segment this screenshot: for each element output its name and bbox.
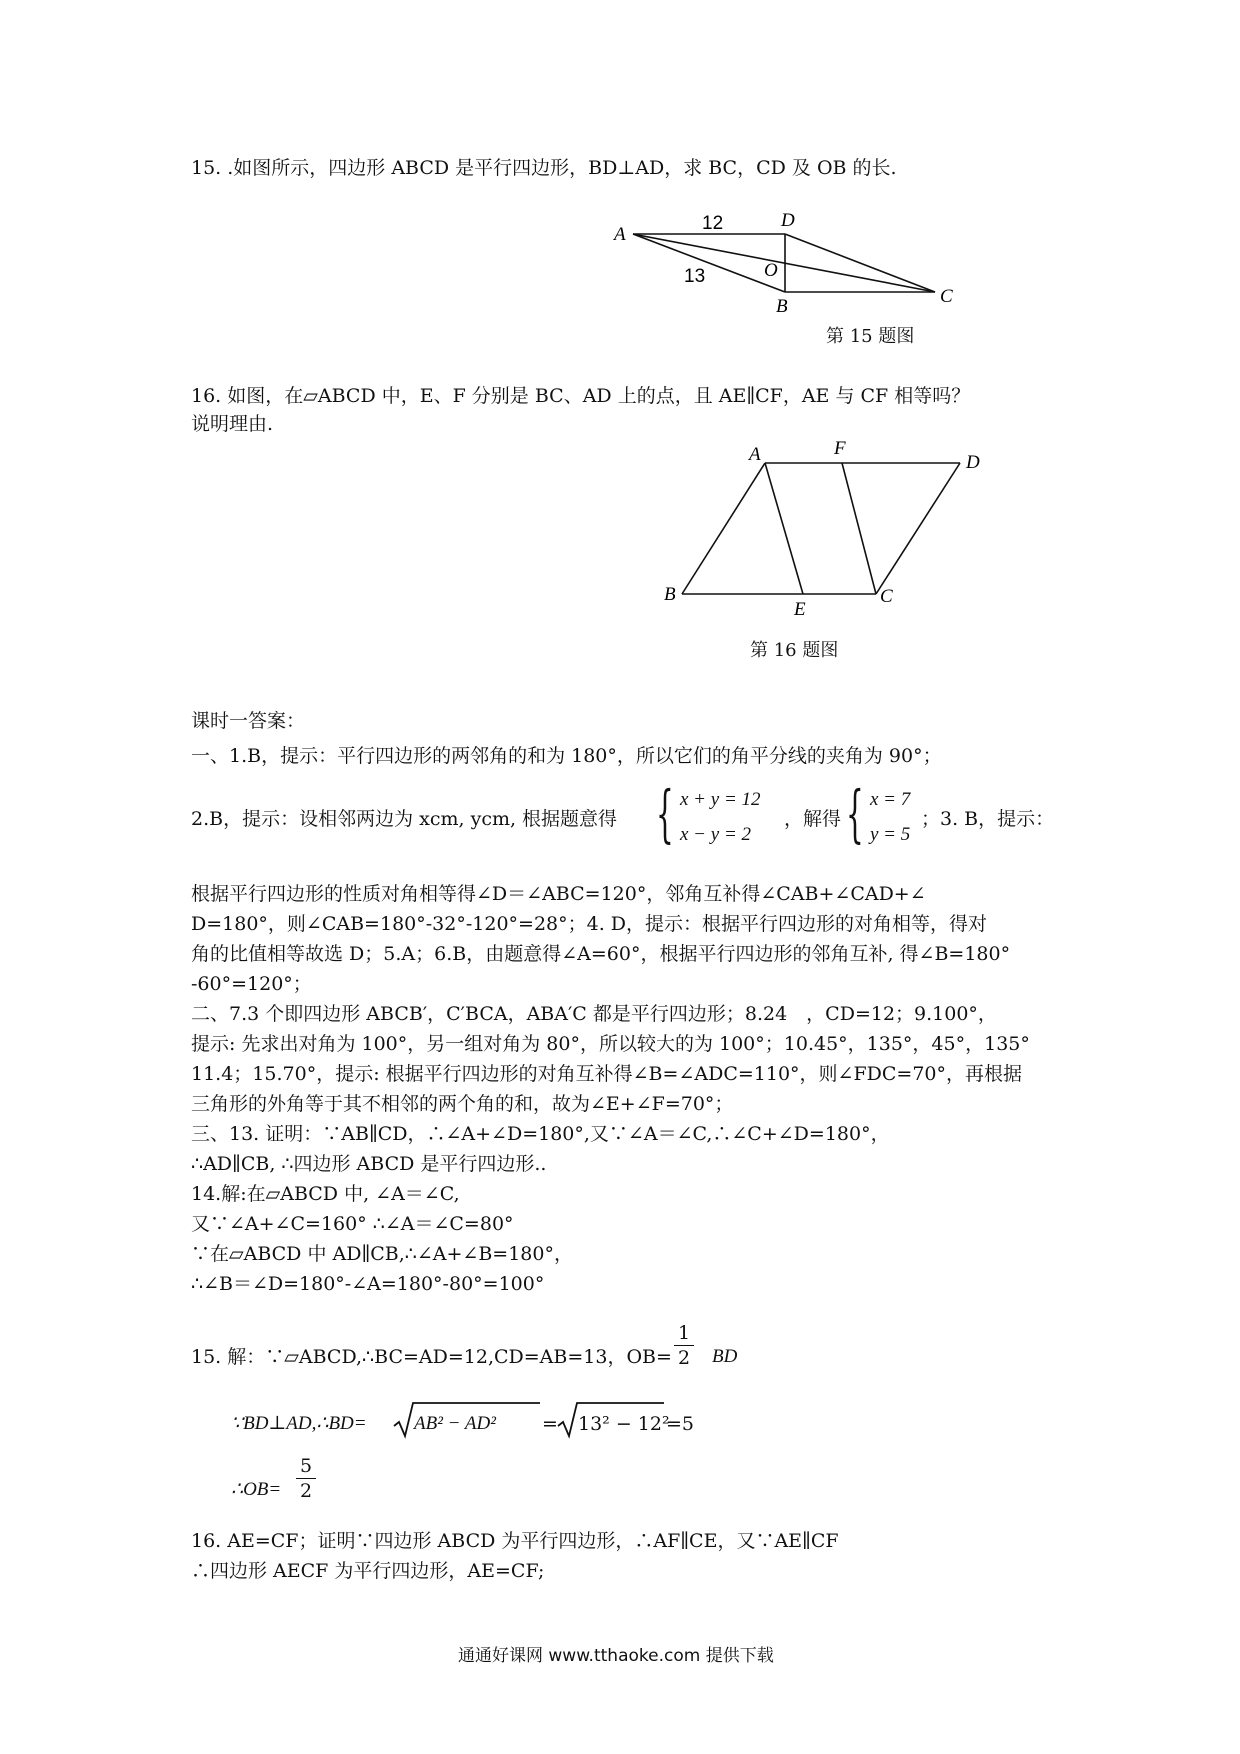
brace-system-1: {	[656, 777, 674, 850]
seg-ba	[682, 463, 765, 594]
label-c: C	[940, 286, 953, 307]
fraction-numerator: 1	[677, 1322, 691, 1344]
system-2-eq1: x = 7	[870, 789, 911, 810]
label-d: D	[781, 210, 795, 231]
solution-15-result: =5	[666, 1413, 695, 1435]
label-e: E	[794, 599, 806, 620]
system-2-eq2: y = 5	[870, 824, 911, 845]
answer-line-1: 一、1.B，提示：平行四边形的两邻角的和为 180°，所以它们的角平分线的夹角为 90°；	[191, 745, 942, 767]
label-o: O	[764, 260, 778, 281]
answer-line-12: ∴AD∥CB, ∴四边形 ABCD 是平行四边形..	[191, 1153, 547, 1175]
answer-line-2a: 2.B，提示：设相邻两边为 xcm, ycm, 根据题意得	[191, 808, 618, 830]
label-b: B	[776, 296, 788, 317]
solution-15-bd: BD	[712, 1346, 738, 1367]
answer-line-2b: ，解得	[784, 808, 842, 830]
q16-line2: 说明理由.	[191, 413, 274, 435]
seg-ae	[765, 463, 803, 594]
fraction-denominator: 2	[677, 1347, 691, 1369]
q16-figure	[650, 430, 990, 630]
answer-line-7: 二、7.3 个即四边形 ABCB′，C′BCA，ABA′C 都是平行四边形；8.24 ，CD=12；9.100°，	[191, 1003, 997, 1025]
system-1-eq2: x − y = 2	[680, 824, 752, 845]
solution-16-line-2: ∴四边形 AECF 为平行四边形，AE=CF;	[191, 1560, 545, 1582]
answer-line-4: D=180°，则∠CAB=180°-32°-120°=28°；4. D，提示：根据平行四边形的对角相等，得对	[191, 913, 988, 935]
answer-line-3: 根据平行四边形的性质对角相等得∠D＝∠ABC=120°，邻角互补得∠CAB+∠CAD+∠	[191, 883, 926, 905]
brace-system-2: {	[846, 777, 864, 850]
length-ad: 12	[702, 213, 724, 234]
solution-15-line-1: 15. 解：∵▱ABCD,∴BC=AD=12,CD=AB=13，OB=	[191, 1346, 672, 1368]
label-a: A	[749, 444, 761, 465]
answer-line-14: 又∵∠A+∠C=160° ∴∠A＝∠C=80°	[191, 1213, 514, 1235]
fraction-one-half	[674, 1322, 694, 1369]
answer-line-2c: ；3. B，提示：	[921, 808, 1055, 830]
answer-line-9: 11.4；15.70°，提示: 根据平行四边形的对角互补得∠B=∠ADC=110°，则∠FDC=70°，再根据	[191, 1063, 1023, 1085]
answer-line-10: 三角形的外角等于其不相邻的两个角的和，故为∠E+∠F=70°；	[191, 1093, 734, 1115]
fraction-denominator: 2	[299, 1480, 313, 1502]
answer-line-15: ∵在▱ABCD 中 AD∥CB,∴∠A+∠B=180°，	[191, 1243, 573, 1265]
solution-15-line-3-pre: ∴OB=	[231, 1479, 282, 1500]
seg-dc	[876, 463, 960, 594]
radicand-2: 13² − 12²	[578, 1413, 670, 1435]
label-f: F	[834, 438, 846, 459]
seg-ac	[633, 234, 935, 292]
q16-caption: 第 16 题图	[750, 640, 839, 661]
fraction-five-halves	[296, 1455, 316, 1502]
seg-fc	[842, 463, 876, 594]
q15-caption: 第 15 题图	[826, 326, 915, 347]
label-b: B	[664, 584, 676, 605]
answer-line-13: 14.解:在▱ABCD 中, ∠A＝∠C,	[191, 1183, 460, 1205]
q16-line1: 16. 如图，在▱ABCD 中，E、F 分别是 BC、AD 上的点，且 AE∥CF，AE 与 CF 相等吗？	[191, 385, 971, 407]
seg-dc	[785, 234, 935, 292]
seg-ab	[633, 234, 785, 292]
label-d: D	[966, 452, 980, 473]
footer-credit: 通通好课网 www.tthaoke.com 提供下载	[458, 1646, 774, 1666]
label-c: C	[880, 586, 893, 607]
q15-figure	[600, 200, 980, 320]
q15-text: 15. .如图所示，四边形 ABCD 是平行四边形，BD⊥AD，求 BC，CD 及 OB 的长.	[191, 157, 897, 179]
answer-line-11: 三、13. 证明：∵AB∥CD，∴∠A+∠D=180°,又∵∠A＝∠C,∴∠C+∠D=180°，	[191, 1123, 890, 1145]
label-a: A	[614, 224, 626, 245]
solution-16-line-1: 16. AE=CF；证明∵四边形 ABCD 为平行四边形，∴AF∥CE，又∵AE∥CF	[191, 1530, 839, 1552]
solution-15-equals: =	[542, 1413, 558, 1435]
answers-heading: 课时一答案：	[191, 710, 306, 732]
length-ab: 13	[684, 266, 706, 287]
fraction-numerator: 5	[299, 1455, 313, 1477]
answer-line-6: -60°=120°；	[191, 973, 312, 995]
answer-line-8: 提示: 先求出对角为 100°，另一组对角为 80°，所以较大的为 100°；10.45°，135°，45°，135°	[191, 1033, 1030, 1055]
radicand-1: AB² − AD²	[414, 1413, 496, 1434]
answer-line-16: ∴∠B＝∠D=180°-∠A=180°-80°=100°	[191, 1273, 545, 1295]
answer-line-5: 角的比值相等故选 D；5.A；6.B，由题意得∠A=60°，根据平行四边形的邻角互补, 得∠B=180°	[191, 943, 1011, 965]
solution-15-line-2-pre: ∵BD⊥AD,∴BD=	[231, 1413, 367, 1434]
system-1-eq1: x + y = 12	[680, 789, 761, 810]
